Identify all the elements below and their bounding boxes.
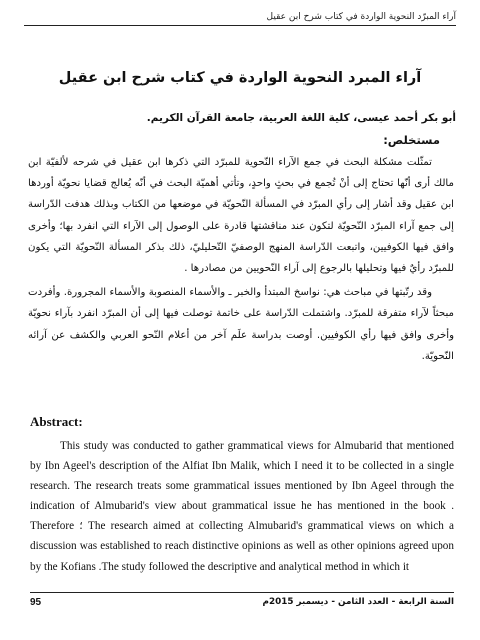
arabic-abstract-heading: مستخلص: [383, 133, 440, 147]
arabic-abstract-body [28, 152, 454, 370]
arabic-paragraph-1: تمثّلت مشكلة البحث في جمع الآراء النّحوية للمبرّد التي ذكرها ابن عقيل في شرحه لألفيّة ابن مالك أرى أنّها تحتاج إلى أنْ تُجمع في بحثٍ واحدٍ، وتأتي أهميّة البحث في أنّه يُعالج قضايا نحويّة أوردها ابن عقيل وقد أشار إلى رأي المبرّد في المسألة النّحويّة في موضعها من الكتاب وبذلك هدفت الدّراسة إلى جمع آراء المبرّد النّحويّة لتكون عند مناقشتها قادرة على الوصول إلى الآراء التي انفرد بها؛ وأخرى وافق فيها الكوفيين، واتبعت الدّراسة المنهج الوصفيّ التّحليليّ، ذلك بذكر المسألة النّحويّة التي يكون للمبرّد رأيٌ فيها وتحليلها بالرجوع إلى آراء النّحويين من مصادرها . [28, 157, 454, 275]
english-abstract-body [30, 436, 454, 577]
article-title: آراء المبرد النحوية الواردة في كتاب شرح ابن عقيل [58, 70, 422, 86]
english-abstract-heading: Abstract: [30, 414, 83, 429]
page-footer [30, 592, 454, 611]
english-paragraph: This study was conducted to gather grammatical views for Almubarid that mentioned by Ibn Ageel's description of the Alfiat Ibn Malik, which I need it to be collected in a single research. The research treats some grammatical issues mentioned by Ibn Ageel through the indication of Almubarid's view about grammatical issue he has mentioned in the book . Therefore ؛ The research aimed at collecting Almubarid's grammatical views on which a discussion was established to reach distinctive opinions as well as other opinions agreed upon by the Kofians .The study followed the descriptive and analytical method in which it [30, 440, 454, 573]
arabic-paragraph-2: وقد رتّبتها في مباحث هي: نواسخ المبتدأ والخبر ـ والأسماء المنصوبة والأسماء المجرورة. وأفردت مبحثاً لآراء متفرقة للمبرّد. واشتملت الدّراسة على خاتمة توصلت فيها إلى أن المبرّد انفرد بآراء نحويّة وأخرى وافق فيها رأي الكوفيين. أوصت بدراسة علَم آخر من أعلام النّحو العربي والكشف عن آرائه النّحويّة. [28, 287, 454, 362]
running-header [24, 12, 456, 26]
running-header-title: آراء المبرّد النحوية الواردة في كتاب شرح ابن عقيل [266, 12, 456, 22]
page-number: 95 [30, 597, 42, 608]
author-affiliation: أبو بكر أحمد عيسى، كلية اللغة العربية، جامعة القرآن الكريم. [146, 112, 456, 124]
issue-info: السنة الرابعة - العدد الثامن - ديسمبر 2015م [262, 597, 454, 607]
